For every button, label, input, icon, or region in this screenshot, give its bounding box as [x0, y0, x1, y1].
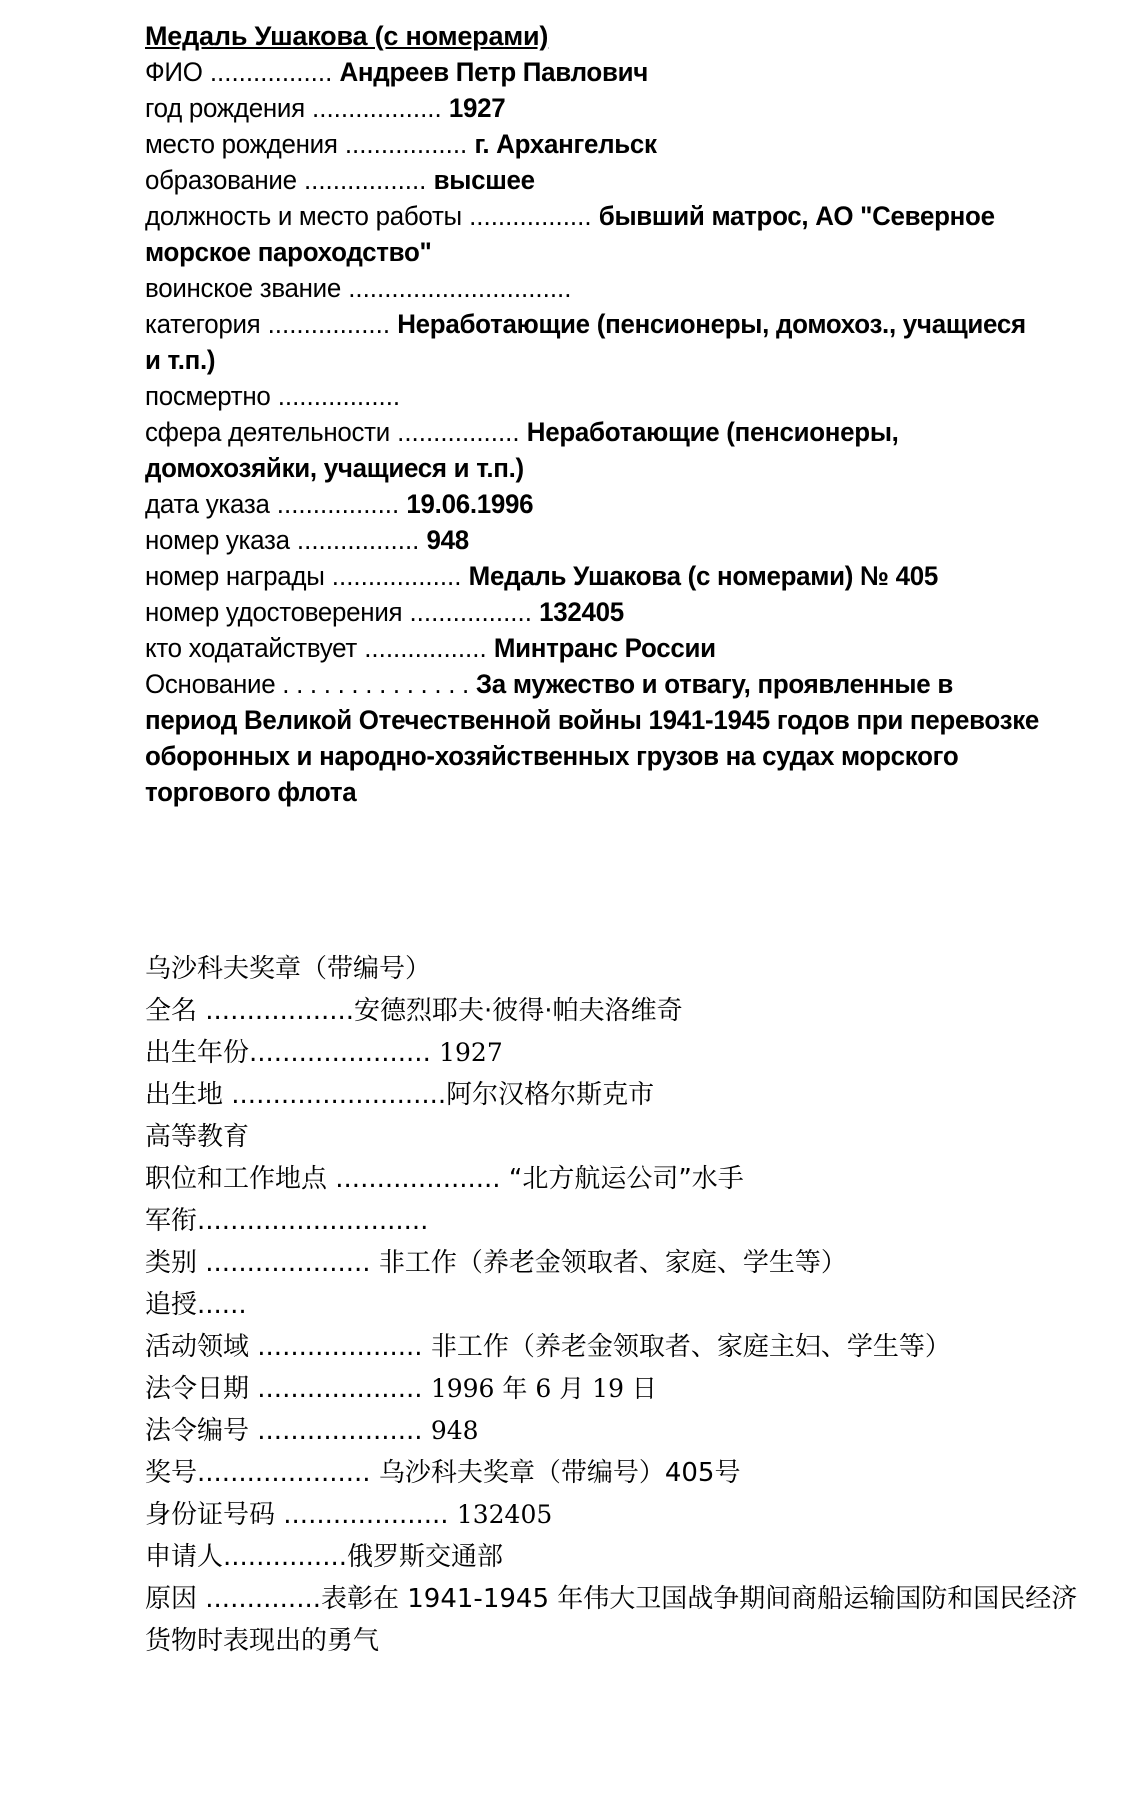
field-label: 类别 [145, 1248, 198, 1278]
field-label: номер награды [145, 561, 325, 591]
field-label: номер удостоверения [145, 597, 403, 627]
field-label: воинское звание [145, 273, 341, 303]
chinese-title: 乌沙科夫奖章（带编号） [145, 954, 432, 984]
field-label: категория [145, 309, 261, 339]
field-dots: ............... [223, 1542, 347, 1572]
russian-title: Медаль Ушакова (с номерами) [145, 21, 549, 51]
field-value: г. Архангельск [474, 129, 657, 159]
field-value: 乌沙科夫奖章（带编号）405号 [378, 1458, 741, 1488]
field-row-education [145, 162, 1047, 198]
field-row-birth-year [145, 90, 1047, 126]
field-row-activity-sphere [145, 414, 1047, 486]
field-row-decree-number-zh [145, 1410, 1085, 1452]
field-row-category [145, 306, 1047, 378]
field-value: Андреев Петр Павлович [339, 57, 649, 87]
field-value: Неработающие (пенсионеры, домохозяйки, учащиеся и т.п.) [145, 417, 899, 483]
field-value: 948 [430, 1416, 479, 1445]
field-label: 军衔 [145, 1206, 198, 1236]
field-dots: ................. [357, 633, 494, 663]
field-value: бывший матрос, АО "Северное морское пароходство" [145, 201, 995, 267]
field-row-petitioner-zh [145, 1536, 1085, 1578]
field-label: 奖号 [145, 1458, 198, 1488]
field-dots: .......................... [223, 1080, 447, 1110]
field-label: сфера деятельности [145, 417, 390, 447]
field-label: дата указа [145, 489, 270, 519]
field-value: 19.06.1996 [406, 489, 534, 519]
field-dots: .................... [249, 1332, 431, 1362]
field-label: кто ходатайствует [145, 633, 358, 663]
field-dots: .................... [275, 1500, 457, 1530]
field-value: 948 [426, 525, 469, 555]
field-dots: .................... [327, 1164, 509, 1194]
field-row-birth-place [145, 126, 1047, 162]
field-dots: ............................... [340, 273, 572, 303]
field-label: номер указа [145, 525, 290, 555]
field-dots: ............................ [197, 1206, 429, 1236]
field-value: 俄罗斯交通部 [347, 1542, 504, 1572]
field-label: 法令编号 [145, 1416, 250, 1446]
field-dots: ................. [270, 381, 401, 411]
field-dots: .................... [197, 1248, 379, 1278]
field-dots: .................. [304, 93, 449, 123]
field-label: 申请人 [145, 1542, 224, 1572]
field-dots: ................. [389, 417, 527, 447]
field-value: 1996 年 6 月 19 日 [430, 1374, 657, 1403]
field-label: год рождения [145, 93, 305, 123]
field-row-reason-zh [145, 1578, 1085, 1662]
field-value: Минтранс России [493, 633, 716, 663]
field-row-military-rank [145, 270, 1047, 306]
field-value: 阿尔汉格尔斯克市 [446, 1080, 655, 1110]
field-row-birth-place-zh [145, 1074, 1085, 1116]
field-dots: ................. [461, 201, 599, 231]
field-row-petitioner [145, 630, 1047, 666]
field-value: “北方航运公司”水手 [508, 1164, 744, 1194]
field-dots: ................. [402, 597, 540, 627]
field-value: высшее [433, 165, 535, 195]
field-value: Медаль Ушакова (с номерами) № 405 [468, 561, 938, 591]
field-row-fio [145, 54, 1047, 90]
field-row-posthumous-zh [145, 1284, 1085, 1326]
field-dots: ................. [260, 309, 398, 339]
field-value: 1927 [448, 93, 506, 123]
field-row-posthumous [145, 378, 1047, 414]
field-value: 安德烈耶夫·彼得·帕夫洛维奇 [354, 996, 683, 1026]
field-row-birth-year-zh [145, 1032, 1085, 1074]
field-label: посмертно [145, 381, 271, 411]
field-row-decree-date [145, 486, 1047, 522]
field-row-position-zh [145, 1158, 1085, 1200]
field-dots: ..................... [197, 1458, 379, 1488]
field-label: должность и место работы [145, 201, 462, 231]
field-label: 活动领域 [145, 1332, 250, 1362]
field-label: 原因 [145, 1584, 198, 1614]
field-row-award-number-zh [145, 1452, 1085, 1494]
field-row-position [145, 198, 1047, 270]
field-dots: .............. [197, 1584, 321, 1614]
field-row-decree-date-zh [145, 1368, 1085, 1410]
field-dots: ................. [289, 525, 427, 555]
field-label: 身份证号码 [145, 1500, 276, 1530]
field-row-certificate-number [145, 594, 1047, 630]
field-dots: . . . . . . . . . . . . . . [275, 669, 476, 699]
field-label: Основание [145, 669, 276, 699]
field-label: 职位和工作地点 [145, 1164, 328, 1194]
field-value: За мужество и отвагу, проявленные в период Великой Отечественной войны 1941-1945 годов при перевозке оборонных и народно-хозяйственных грузов на судах морского торгового флота [145, 669, 1040, 807]
field-dots: .................. [197, 996, 355, 1026]
field-value: Неработающие (пенсионеры, домохоз., учащиеся и т.п.) [145, 309, 1026, 375]
field-label: 出生地 [145, 1080, 224, 1110]
field-value: 132405 [456, 1500, 553, 1529]
field-row-award-number [145, 558, 1047, 594]
chinese-section [145, 948, 1085, 1662]
field-row-activity-sphere-zh [145, 1326, 1085, 1368]
field-row-full-name-zh [145, 990, 1085, 1032]
field-dots: .................... [249, 1374, 431, 1404]
field-row-education-zh [145, 1116, 1085, 1158]
field-value: 非工作（养老金领取者、家庭主妇、学生等） [430, 1332, 951, 1362]
field-value: 1927 [439, 1038, 503, 1067]
field-label: место рождения [145, 129, 338, 159]
field-value: 表彰在 1941-1945 年伟大卫国战争期间商船运输国防和国民经济货物时表现出的勇气 [145, 1584, 1078, 1656]
field-dots: .................... [249, 1416, 431, 1446]
field-row-category-zh [145, 1242, 1085, 1284]
field-row-decree-number [145, 522, 1047, 558]
field-dots: ...... [197, 1290, 247, 1320]
field-dots: .................. [324, 561, 469, 591]
field-value: 非工作（养老金领取者、家庭、学生等） [378, 1248, 847, 1278]
field-label: образование [145, 165, 297, 195]
field-row-military-rank-zh [145, 1200, 1085, 1242]
field-label: 法令日期 [145, 1374, 250, 1404]
field-value: 132405 [539, 597, 624, 627]
field-label: 出生年份 [145, 1038, 250, 1068]
field-row-certificate-number-zh [145, 1494, 1085, 1536]
russian-section [145, 18, 1085, 810]
field-label: 全名 [145, 996, 198, 1026]
field-dots: ................. [296, 165, 434, 195]
field-dots: ................. [337, 129, 475, 159]
field-dots: ................. [269, 489, 407, 519]
field-row-reason [145, 666, 1047, 810]
field-dots: ................. [202, 57, 340, 87]
field-label: ФИО [145, 57, 203, 87]
field-label: 追授 [145, 1290, 198, 1320]
field-label: 高等教育 [145, 1122, 250, 1152]
field-dots: ...................... [249, 1038, 440, 1068]
